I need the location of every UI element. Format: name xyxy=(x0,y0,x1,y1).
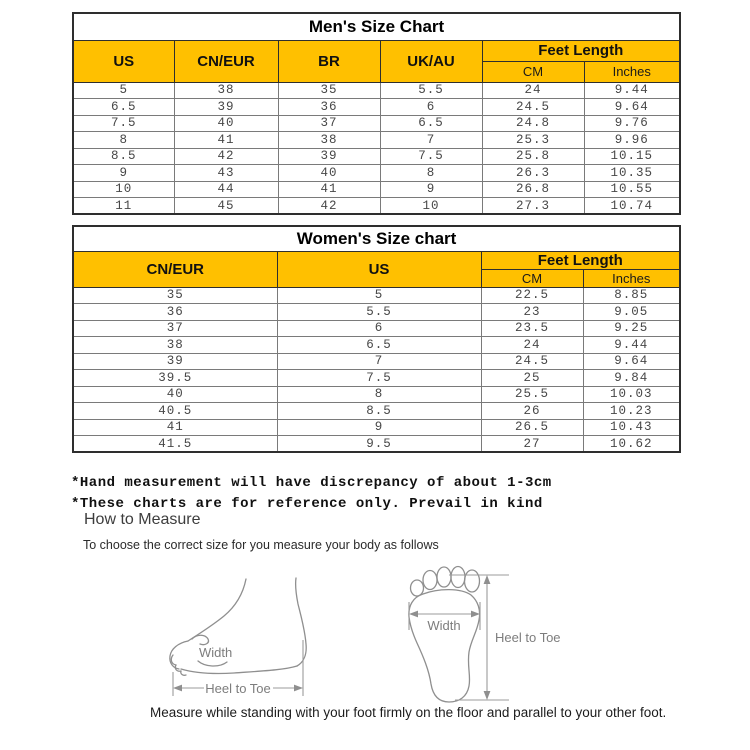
cell: 40 xyxy=(278,165,380,182)
mens-header-br: BR xyxy=(278,40,380,82)
toe-arc-3 xyxy=(181,671,186,675)
sole-width-label: Width xyxy=(427,618,461,633)
cell: 24 xyxy=(482,82,584,99)
toe-ellipse-5 xyxy=(465,570,480,592)
cell: 40 xyxy=(174,115,278,132)
table-row xyxy=(73,353,680,370)
cell: 9 xyxy=(73,165,174,182)
mens-size-table xyxy=(72,12,681,215)
mens-header-cm: CM xyxy=(482,61,584,82)
cell: 10 xyxy=(73,181,174,198)
width-arrowhead-right xyxy=(471,611,480,618)
foot-sole-view-diagram xyxy=(399,560,571,708)
mens-header-us: US xyxy=(73,40,174,82)
note-reference-only: *These charts are for reference only. Prevail in kind xyxy=(71,496,543,512)
cell: 9.64 xyxy=(583,353,680,370)
measure-instruction-caption: Measure while standing with your foot firmly on the floor and parallel to your other foot. xyxy=(150,705,667,720)
cell: 7 xyxy=(277,353,481,370)
cell: 39 xyxy=(278,148,380,165)
cell: 41.5 xyxy=(73,436,277,453)
cell: 5.5 xyxy=(380,82,482,99)
cell: 27 xyxy=(481,436,583,453)
cell: 8 xyxy=(277,386,481,403)
cell: 26.3 xyxy=(482,165,584,182)
cell: 43 xyxy=(174,165,278,182)
cell: 23.5 xyxy=(481,320,583,337)
cell: 10 xyxy=(380,198,482,215)
cell: 24.8 xyxy=(482,115,584,132)
cell: 10.23 xyxy=(583,403,680,420)
cell: 9.5 xyxy=(277,436,481,453)
cell: 10.43 xyxy=(583,419,680,436)
cell: 41 xyxy=(278,181,380,198)
table-row xyxy=(73,320,680,337)
cell: 38 xyxy=(73,337,277,354)
table-row xyxy=(73,287,680,304)
width-leader-curve xyxy=(198,661,227,666)
cell: 9.44 xyxy=(583,337,680,354)
cell: 9.96 xyxy=(584,132,680,149)
table-row xyxy=(73,403,680,420)
side-width-label: Width xyxy=(199,645,233,660)
cell: 6 xyxy=(277,320,481,337)
arrowhead-left xyxy=(173,685,182,692)
cell: 41 xyxy=(73,419,277,436)
cell: 23 xyxy=(481,304,583,321)
heel-back-outline xyxy=(296,578,307,666)
table-row xyxy=(73,82,680,99)
cell: 25.5 xyxy=(481,386,583,403)
width-arrowhead-left xyxy=(409,611,418,618)
cell: 26 xyxy=(481,403,583,420)
cell: 38 xyxy=(278,132,380,149)
cell: 38 xyxy=(174,82,278,99)
cell: 9 xyxy=(277,419,481,436)
cell: 9.76 xyxy=(584,115,680,132)
heel-toe-arrowhead-bottom xyxy=(484,691,491,700)
cell: 8.85 xyxy=(583,287,680,304)
heel-toe-arrowhead-top xyxy=(484,575,491,584)
note-hand-measurement: *Hand measurement will have discrepancy of about 1-3cm xyxy=(71,475,552,491)
table-row xyxy=(73,370,680,387)
cell: 5 xyxy=(73,82,174,99)
cell: 5 xyxy=(277,287,481,304)
cell: 5.5 xyxy=(277,304,481,321)
cell: 44 xyxy=(174,181,278,198)
cell: 9.64 xyxy=(584,99,680,116)
cell: 7.5 xyxy=(277,370,481,387)
sole-heel-to-toe-label: Heel to Toe xyxy=(495,630,561,645)
cell: 25 xyxy=(481,370,583,387)
cell: 9.05 xyxy=(583,304,680,321)
cell: 36 xyxy=(73,304,277,321)
womens-size-table xyxy=(72,225,681,453)
arrowhead-right xyxy=(294,685,303,692)
cell: 37 xyxy=(278,115,380,132)
cell: 8 xyxy=(73,132,174,149)
table-row xyxy=(73,198,680,215)
toe-ellipse-3 xyxy=(437,567,451,587)
disclaimer-notes xyxy=(71,473,552,515)
toe-ellipse-4 xyxy=(451,567,465,588)
table-row xyxy=(73,419,680,436)
cell: 24.5 xyxy=(482,99,584,116)
cell: 7.5 xyxy=(73,115,174,132)
cell: 9.44 xyxy=(584,82,680,99)
womens-header-cm: CM xyxy=(481,269,583,287)
cell: 26.8 xyxy=(482,181,584,198)
table-row xyxy=(73,115,680,132)
sole-outline xyxy=(409,590,480,702)
table-row xyxy=(73,165,680,182)
cell: 25.8 xyxy=(482,148,584,165)
cell: 24 xyxy=(481,337,583,354)
cell: 6.5 xyxy=(277,337,481,354)
mens-header-feet-length: Feet Length xyxy=(482,40,680,61)
cell: 42 xyxy=(174,148,278,165)
cell: 10.62 xyxy=(583,436,680,453)
mens-table-title: Men's Size Chart xyxy=(73,13,680,40)
cell: 6.5 xyxy=(380,115,482,132)
mens-header-uk-au: UK/AU xyxy=(380,40,482,82)
cell: 24.5 xyxy=(481,353,583,370)
cell: 8.5 xyxy=(277,403,481,420)
cell: 6 xyxy=(380,99,482,116)
cell: 10.35 xyxy=(584,165,680,182)
cell: 6.5 xyxy=(73,99,174,116)
cell: 42 xyxy=(278,198,380,215)
table-row xyxy=(73,148,680,165)
how-to-measure-subtext: To choose the correct size for you measure your body as follows xyxy=(83,538,439,552)
cell: 7.5 xyxy=(380,148,482,165)
foot-side-outline xyxy=(188,579,246,641)
cell: 40.5 xyxy=(73,403,277,420)
cell: 27.3 xyxy=(482,198,584,215)
womens-header-cn-eur: CN/EUR xyxy=(73,251,277,287)
cell: 35 xyxy=(73,287,277,304)
cell: 25.3 xyxy=(482,132,584,149)
toe-arc-1 xyxy=(171,655,176,665)
cell: 39 xyxy=(73,353,277,370)
foot-side-view-diagram xyxy=(166,576,314,702)
cell: 10.03 xyxy=(583,386,680,403)
table-row xyxy=(73,132,680,149)
table-row xyxy=(73,99,680,116)
cell: 11 xyxy=(73,198,174,215)
table-row xyxy=(73,181,680,198)
toe-band-line xyxy=(192,635,208,644)
cell: 10.74 xyxy=(584,198,680,215)
cell: 9.25 xyxy=(583,320,680,337)
cell: 35 xyxy=(278,82,380,99)
side-heel-to-toe-label: Heel to Toe xyxy=(205,681,271,696)
table-row xyxy=(73,386,680,403)
cell: 22.5 xyxy=(481,287,583,304)
how-to-measure-heading: How to Measure xyxy=(84,511,201,528)
cell: 39.5 xyxy=(73,370,277,387)
toe-ellipse-1 xyxy=(411,580,424,596)
womens-header-inches: Inches xyxy=(583,269,680,287)
cell: 39 xyxy=(174,99,278,116)
cell: 26.5 xyxy=(481,419,583,436)
cell: 8.5 xyxy=(73,148,174,165)
cell: 10.55 xyxy=(584,181,680,198)
cell: 40 xyxy=(73,386,277,403)
table-row xyxy=(73,337,680,354)
table-row xyxy=(73,436,680,453)
toe-ellipse-2 xyxy=(423,571,437,590)
cell: 7 xyxy=(380,132,482,149)
cell: 36 xyxy=(278,99,380,116)
table-row xyxy=(73,304,680,321)
cell: 45 xyxy=(174,198,278,215)
cell: 9.84 xyxy=(583,370,680,387)
womens-header-feet-length: Feet Length xyxy=(481,251,680,269)
mens-header-cn-eur: CN/EUR xyxy=(174,40,278,82)
cell: 10.15 xyxy=(584,148,680,165)
cell: 9 xyxy=(380,181,482,198)
cell: 8 xyxy=(380,165,482,182)
cell: 37 xyxy=(73,320,277,337)
womens-header-us: US xyxy=(277,251,481,287)
womens-table-title: Women's Size chart xyxy=(73,226,680,251)
sole-line xyxy=(181,666,297,674)
mens-header-inches: Inches xyxy=(584,61,680,82)
cell: 41 xyxy=(174,132,278,149)
